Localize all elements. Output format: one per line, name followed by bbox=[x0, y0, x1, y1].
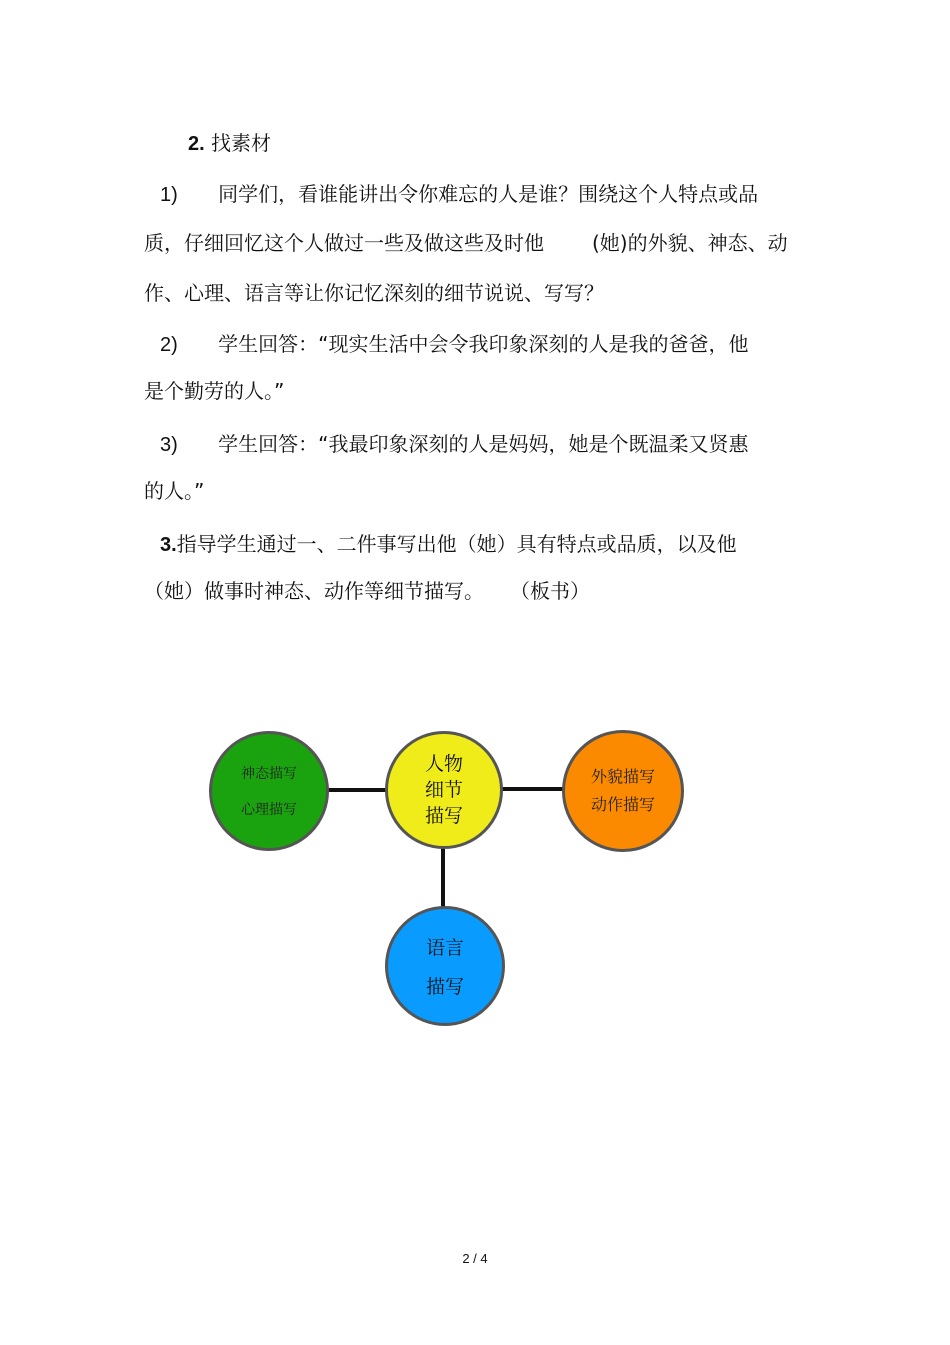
section-3 bbox=[160, 531, 737, 558]
list-item bbox=[160, 181, 758, 208]
item-text: 学生回答：“现实生活中会令我印象深刻的人是我的爸爸，他 bbox=[218, 332, 749, 356]
node-label: 动作描写 bbox=[590, 795, 655, 814]
node-label: 神态描写 bbox=[241, 766, 297, 782]
node-label: 人物 bbox=[424, 753, 463, 775]
page-number: 2 / 4 bbox=[462, 1251, 488, 1266]
item-text: 的人。” bbox=[144, 479, 205, 503]
section-number: 2. bbox=[188, 133, 205, 155]
node-character-detail bbox=[385, 731, 503, 849]
list-item bbox=[160, 331, 749, 358]
item-text: 学生回答：“我最印象深刻的人是妈妈，她是个既温柔又贤惠 bbox=[218, 432, 749, 456]
section-text: （她）做事时神态、动作等细节描写。 bbox=[144, 579, 484, 603]
item-number: 2) bbox=[160, 334, 178, 356]
node-appearance-action bbox=[562, 730, 684, 852]
item-text: (她)的外貌、神态、动 bbox=[592, 231, 788, 255]
section-text: 指导学生通过一、二件事写出他（她）具有特点或品质，以及他 bbox=[176, 532, 737, 556]
item-text: 质，仔细回忆这个人做过一些及做这些及时他 bbox=[144, 231, 544, 255]
item-number: 1) bbox=[160, 184, 178, 206]
section-heading bbox=[188, 130, 271, 157]
node-label: 描写 bbox=[424, 805, 463, 827]
item-text: 是个勤劳的人。” bbox=[144, 379, 285, 403]
item-text: 同学们，看谁能讲出令你难忘的人是谁？围绕这个人特点或品 bbox=[218, 182, 759, 206]
section-number: 3. bbox=[160, 534, 177, 556]
node-label: 细节 bbox=[424, 779, 463, 801]
node-label: 心理描写 bbox=[241, 802, 297, 818]
connector-left bbox=[327, 788, 387, 792]
node-language-description bbox=[385, 906, 505, 1026]
node-mental-description bbox=[209, 731, 329, 851]
item-text: 作、心理、语言等让你记忆深刻的细节说说、写写？ bbox=[144, 281, 604, 305]
list-item bbox=[160, 431, 749, 458]
node-label: 外貌描写 bbox=[590, 767, 655, 786]
node-label: 语言 bbox=[425, 937, 464, 959]
blackboard-note: （板书） bbox=[510, 579, 590, 603]
item-number: 3) bbox=[160, 434, 178, 456]
connector-right bbox=[501, 787, 564, 791]
node-label: 描写 bbox=[425, 976, 464, 998]
connector-bottom bbox=[441, 847, 445, 908]
section-title: 找素材 bbox=[211, 131, 272, 155]
